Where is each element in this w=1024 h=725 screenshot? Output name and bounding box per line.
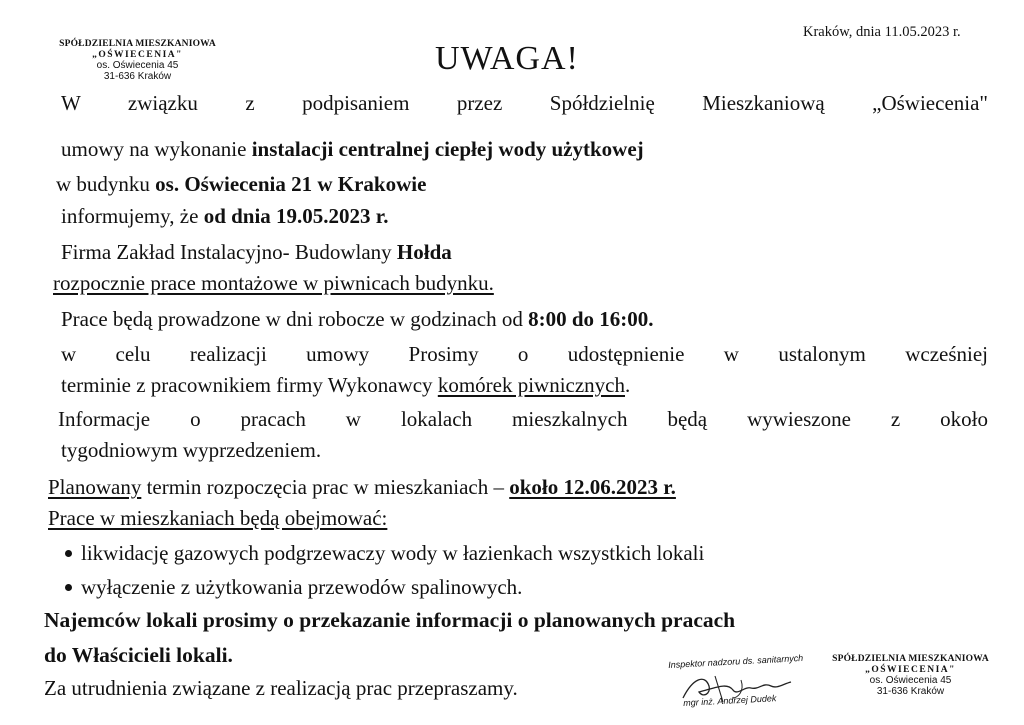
- text-segment: tygodniowym wyprzedzeniem.: [61, 438, 322, 462]
- stamp-line-city: 31-636 Kraków: [103, 71, 172, 83]
- body-line: [61, 373, 630, 398]
- underlined-text: Planowany: [48, 475, 142, 499]
- text-segment: Najemców lokali prosimy o przekazanie informacji o planowanych pracach: [44, 608, 736, 632]
- text-segment: W związku z podpisaniem przez Spółdzielnię Mieszkaniową „Oświecenia": [61, 91, 988, 115]
- underlined-text: komórek piwnicznych: [437, 373, 626, 397]
- body-line: [61, 307, 654, 332]
- text-segment: terminie z pracownikiem firmy Wykonawcy: [61, 373, 438, 397]
- emphasis-text: os. Oświecenia 21 w Krakowie: [155, 172, 427, 196]
- text-segment: .: [625, 373, 631, 397]
- stamp-line-brand: „OŚWIECENIA": [865, 664, 956, 675]
- text-segment: do Właścicieli lokali.: [44, 643, 233, 667]
- text-segment: Za utrudnienia związane z realizacją prac przepraszamy.: [44, 676, 518, 700]
- body-line: [61, 342, 988, 367]
- notice-body: [44, 0, 991, 725]
- list-item-text: wyłączenie z użytkowania przewodów spalinowych.: [81, 575, 523, 599]
- bullet-icon: [65, 550, 72, 557]
- signature-block: [665, 652, 815, 720]
- body-line: [48, 506, 387, 531]
- body-line: [53, 271, 494, 296]
- working-hours: 8:00 do 16:00.: [528, 307, 654, 331]
- body-line: [61, 204, 388, 229]
- text-segment: Informacje o pracach w lokalach mieszkalnych będą wywieszone z około: [58, 407, 988, 431]
- notice-title: UWAGA!: [435, 40, 579, 77]
- body-line: [48, 475, 676, 500]
- body-line: [58, 407, 988, 432]
- body-line: [61, 240, 452, 265]
- body-line: [61, 91, 988, 116]
- list-item-text: likwidację gazowych podgrzewaczy wody w łazienkach wszystkich lokali: [81, 541, 705, 565]
- stamp-line-name: SPÓŁDZIELNIA MIESZKANIOWA: [832, 654, 989, 664]
- contractor-name: Hołda: [396, 240, 452, 264]
- emphasis-text: od dnia 19.05.2023 r.: [203, 204, 389, 228]
- body-line: [61, 137, 644, 162]
- start-date: około 12.06.2023 r.: [509, 475, 676, 499]
- stamp-line-address: os. Oświecenia 45: [96, 60, 179, 72]
- closing-request: [44, 608, 735, 633]
- list-item: [65, 541, 704, 566]
- text-segment: informujemy, że: [61, 204, 204, 228]
- body-line: [56, 172, 426, 197]
- stamp-line-name: SPÓŁDZIELNIA MIESZKANIOWA: [59, 39, 216, 49]
- bullet-icon: [65, 584, 72, 591]
- text-segment: umowy na wykonanie: [61, 137, 252, 161]
- signature-role: Inspektor nadzoru ds. sanitarnych: [668, 652, 804, 670]
- cooperative-stamp-bottom: [818, 654, 1003, 698]
- stamp-line-address: os. Oświecenia 45: [869, 675, 952, 687]
- text-segment: Firma Zakład Instalacyjno- Budowlany: [61, 240, 397, 264]
- document-date: Kraków, dnia 11.05.2023 r.: [803, 24, 961, 40]
- emphasis-text: instalacji centralnej ciepłej wody użytkowej: [251, 137, 644, 161]
- text-segment: w celu realizacji umowy Prosimy o udostępnienie w ustalonym wcześniej: [61, 342, 988, 366]
- text-segment: rozpocznie prace montażowe w piwnicach budynku.: [53, 271, 494, 295]
- list-item: [65, 575, 522, 600]
- body-line: [61, 438, 321, 463]
- text-segment: Prace będą prowadzone w dni robocze w godzinach od: [61, 307, 529, 331]
- stamp-line-city: 31-636 Kraków: [876, 686, 945, 698]
- text-segment: w budynku: [56, 172, 156, 196]
- closing-request: [44, 643, 233, 668]
- text-segment: Prace w mieszkaniach będą obejmować:: [48, 506, 388, 530]
- apology-line: [44, 676, 518, 701]
- signature-name: mgr inż. Andrzej Dudek: [683, 693, 777, 708]
- stamp-line-brand: „OŚWIECENIA": [92, 49, 183, 60]
- text-segment: termin rozpoczęcia prac w mieszkaniach –: [141, 475, 510, 499]
